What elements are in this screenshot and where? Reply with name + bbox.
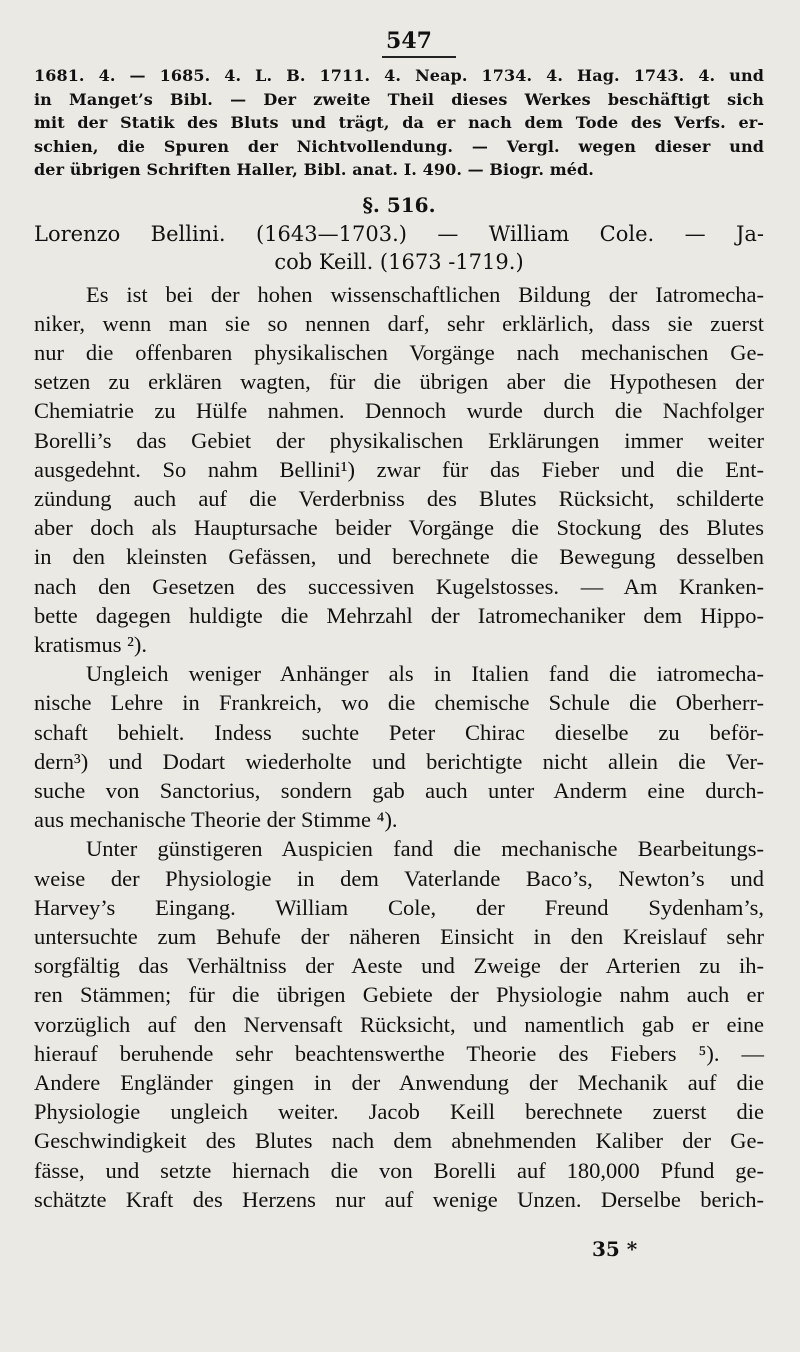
section-heading	[34, 220, 764, 276]
body-line: vorzüglich auf den Nervensaft Rücksicht, und namentlich gab er eine	[34, 1011, 764, 1037]
body-line: Geschwindigkeit des Blutes nach dem abnehmenden Kaliber der Ge-	[34, 1128, 764, 1154]
body-line: ren Stämmen; für die übrigen Gebiete der Physiologie nahm auch er	[34, 982, 764, 1008]
body-line: ausgedehnt. So nahm Bellini¹) zwar für das Fieber und die Ent-	[34, 456, 764, 482]
body-line: setzen zu erklären wagten, für die übrigen aber die Hypothesen der	[34, 369, 764, 395]
body-line: fässe, und setzte hiernach die von Borelli auf 180,000 Pfund ge-	[34, 1157, 764, 1183]
signature-mark: 35 *	[592, 1237, 638, 1261]
note-line: 1681. 4. — 1685. 4. L. B. 1711. 4. Neap. 1734. 4. Hag. 1743. 4. und	[34, 66, 764, 85]
heading-line-2: cob Keill. (1673 -1719.)	[274, 249, 524, 274]
body-text	[34, 280, 764, 1215]
note-line: schien, die Spuren der Nichtvollendung. — Vergl. wegen dieser und	[34, 136, 764, 156]
body-line: nische Lehre in Frankreich, wo die chemische Schule die Oberherr-	[34, 690, 764, 716]
body-line: suche von Sanctorius, sondern gab auch unter Anderm eine durch-	[34, 777, 764, 803]
body-line: dern³) und Dodart wiederholte und berichtigte nicht allein die Ver-	[34, 748, 764, 774]
body-line: Physiologie ungleich weiter. Jacob Keill berechnete zuerst die	[34, 1099, 764, 1125]
note-line: mit der Statik des Bluts und trägt, da er nach dem Tode des Verfs. er-	[34, 113, 764, 132]
heading-line-1: Lorenzo Bellini. (1643—1703.) — William Cole. — Ja-	[34, 221, 764, 246]
body-line: Es ist bei der hohen wissenschaftlichen Bildung der Iatromecha-	[86, 281, 764, 307]
body-line: zündung auch auf die Verderbniss des Blutes Rücksicht, schilderte	[34, 485, 764, 511]
note-line: in Manget’s Bibl. — Der zweite Theil dieses Werkes beschäftigt sich	[34, 89, 764, 109]
body-line: Andere Engländer gingen in der Anwendung der Mechanik auf die	[34, 1069, 764, 1095]
body-line: niker, wenn man sie so nennen darf, sehr erklärlich, dass sie zuerst	[34, 310, 764, 336]
body-line: schätzte Kraft des Herzens nur auf wenige Unzen. Derselbe berich-	[34, 1186, 764, 1212]
body-line: Ungleich weniger Anhänger als in Italien fand die iatromecha-	[86, 661, 764, 687]
body-line: hierauf beruhende sehr beachtenswerthe Theorie des Fiebers ⁵). —	[34, 1040, 764, 1066]
header-rule	[382, 56, 456, 58]
note-line: der übrigen Schriften Haller, Bibl. anat. I. 490. — Biogr. méd.	[34, 160, 594, 179]
body-line: kratismus ²).	[34, 631, 147, 657]
body-line: Borelli’s das Gebiet der physikalischen Erklärungen immer weiter	[34, 427, 764, 453]
body-line: nur die offenbaren physikalischen Vorgänge nach mechanischen Ge-	[34, 339, 764, 365]
page-number: 547	[386, 28, 432, 54]
body-line: weise der Physiologie in dem Vaterlande Baco’s, Newton’s und	[34, 865, 764, 891]
body-line: Harvey’s Eingang. William Cole, der Freund Sydenham’s,	[34, 894, 764, 920]
body-line: schaft behielt. Indess suchte Peter Chirac dieselbe zu beför-	[34, 719, 764, 745]
body-line: Unter günstigeren Auspicien fand die mechanische Bearbeitungs-	[86, 836, 764, 862]
body-line: Chemiatrie zu Hülfe nahmen. Dennoch wurde durch die Nachfolger	[34, 398, 764, 424]
body-line: bette dagegen huldigte die Mehrzahl der Iatromechaniker dem Hippo-	[34, 602, 764, 628]
body-line: aber doch als Hauptursache beider Vorgänge die Stockung des Blutes	[34, 515, 764, 541]
body-line: sorgfältig das Verhältniss der Aeste und Zweige der Arterien zu ih-	[34, 953, 764, 979]
body-line: untersuchte zum Behufe der näheren Einsicht in den Kreislauf sehr	[34, 923, 764, 949]
body-line: nach den Gesetzen des successiven Kugelstosses. — Am Kranken-	[34, 573, 764, 599]
body-line: in den kleinsten Gefässen, und berechnete die Bewegung desselben	[34, 544, 764, 570]
body-line: aus mechanische Theorie der Stimme ⁴).	[34, 807, 398, 833]
section-number: §. 516.	[362, 192, 436, 217]
footnote-continuation	[34, 64, 764, 182]
